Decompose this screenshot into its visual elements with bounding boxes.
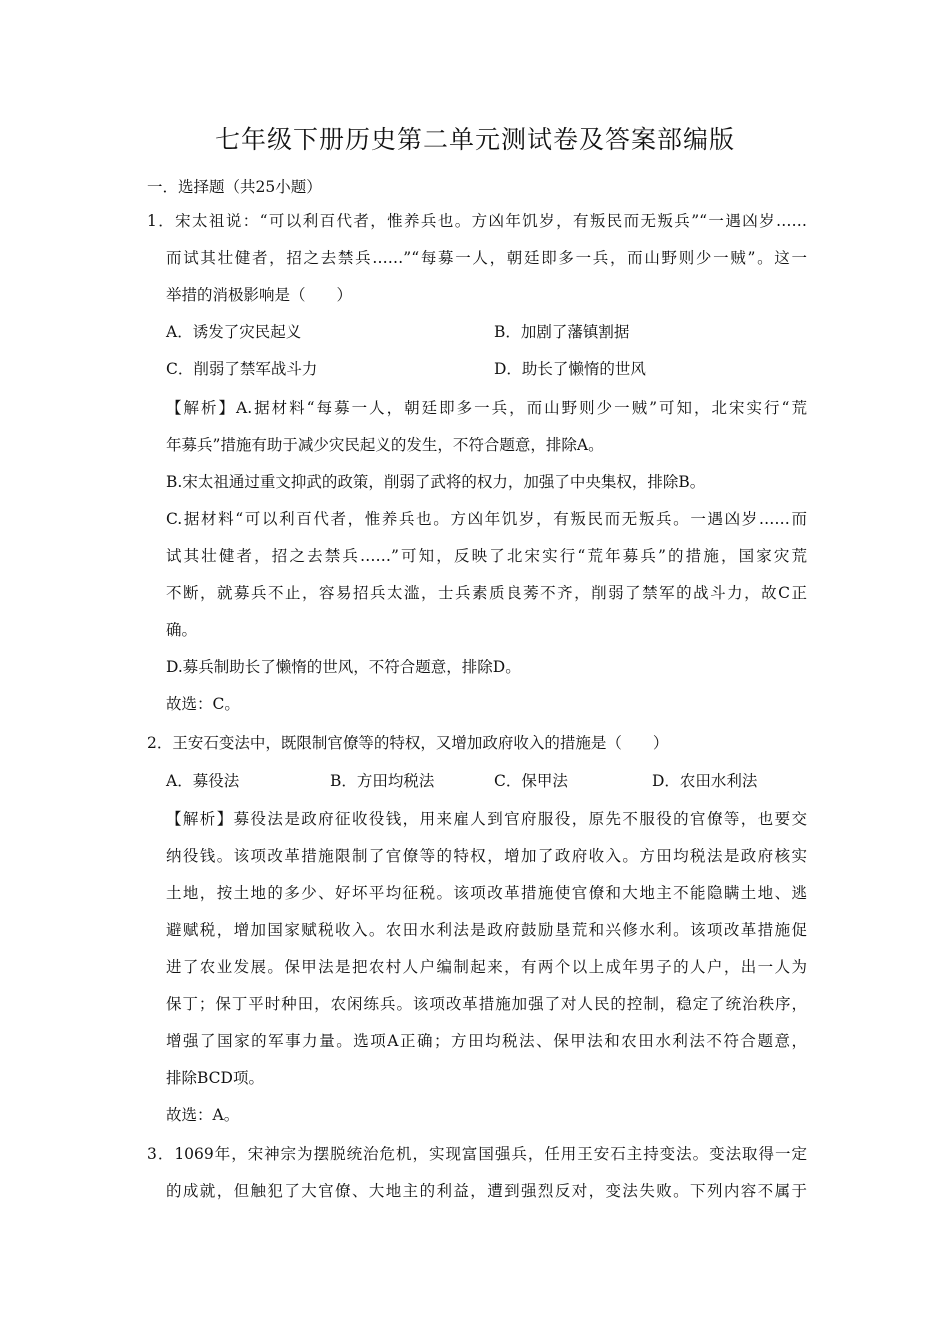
q1-option-c: C．削弱了禁军战斗力	[166, 360, 318, 378]
q1-explanation-line-4: C.据材料“可以利百代者，惟养兵也。方凶年饥岁，有叛民而无叛兵。一遇凶岁……而	[166, 510, 807, 528]
q2-explanation-line-8: 排除BCD项。	[166, 1069, 264, 1087]
q1-explanation-line-5: 试其壮健者，招之去禁兵……”可知，反映了北宋实行“荒年募兵”的措施，国家灾荒	[166, 547, 807, 565]
q2-explanation-line-1: 【解析】募役法是政府征收役钱，用来雇人到官府服役，原先不服役的官僚等，也要交	[166, 810, 807, 828]
q1-option-a: A．诱发了灾民起义	[166, 323, 302, 341]
q2-explanation-line-2: 纳役钱。该项改革措施限制了官僚等的特权，增加了政府收入。方田均税法是政府核实	[166, 847, 807, 865]
q1-explanation-line-6: 不断，就募兵不止，容易招兵太滥，士兵素质良莠不齐，削弱了禁军的战斗力，故C正	[166, 584, 807, 602]
q2-explanation-line-7: 增强了国家的军事力量。选项A正确；方田均税法、保甲法和农田水利法不符合题意，	[166, 1032, 807, 1050]
q3-stem-line-2: 的成就，但触犯了大官僚、大地主的利益，遭到强烈反对，变法失败。下列内容不属于	[166, 1182, 807, 1200]
q1-explanation-line-3: B.宋太祖通过重文抑武的政策，削弱了武将的权力，加强了中央集权，排除B。	[166, 473, 706, 491]
q1-explanation-line-7: 确。	[166, 621, 198, 639]
q1-option-b: B．加剧了藩镇割据	[494, 323, 630, 341]
q2-explanation-line-6: 保丁；保丁平时种田，农闲练兵。该项改革措施加强了对人民的控制，稳定了统治秩序，	[166, 995, 807, 1013]
q2-explanation-line-4: 避赋税，增加国家赋税收入。农田水利法是政府鼓励垦荒和兴修水利。该项改革措施促	[166, 921, 807, 939]
q1-explanation-line-8: D.募兵制助长了懒惰的世风，不符合题意，排除D。	[166, 658, 521, 676]
q1-answer: 故选：C。	[166, 695, 240, 713]
q2-option-a: A．募役法	[166, 772, 240, 790]
section-heading: 一．选择题（共25小题）	[147, 178, 322, 196]
q2-explanation-line-5: 进了农业发展。保甲法是把农村人户编制起来，有两个以上成年男子的人户，出一人为	[166, 958, 807, 976]
q1-stem-line-1: 1．宋太祖说：“可以利百代者，惟养兵也。方凶年饥岁，有叛民而无叛兵”“一遇凶岁……	[147, 212, 807, 230]
q2-option-d: D．农田水利法	[652, 772, 758, 790]
q2-stem-line-1: 2．王安石变法中，既限制官僚等的特权，又增加政府收入的措施是（ ）	[147, 734, 669, 752]
q2-option-c: C．保甲法	[494, 772, 568, 790]
q1-explanation-line-2: 年募兵”措施有助于减少灾民起义的发生，不符合题意，排除A。	[166, 436, 604, 454]
q1-stem-line-3: 举措的消极影响是（ ）	[166, 286, 353, 304]
q3-stem-line-1: 3．1069年，宋神宗为摆脱统治危机，实现富国强兵，任用王安石主持变法。变法取得一定	[147, 1145, 807, 1163]
q1-option-d: D．助长了懒惰的世风	[494, 360, 646, 378]
q1-stem-line-2: 而试其壮健者，招之去禁兵……”“每募一人，朝廷即多一兵，而山野则少一贼”。这一	[166, 249, 807, 267]
q2-answer: 故选：A。	[166, 1106, 240, 1124]
q2-option-b: B．方田均税法	[330, 772, 435, 790]
document-title: 七年级下册历史第二单元测试卷及答案部编版	[214, 125, 735, 154]
q2-explanation-line-3: 土地，按土地的多少、好坏平均征税。该项改革措施使官僚和大地主不能隐瞒土地、逃	[166, 884, 807, 902]
q1-explanation-line-1: 【解析】A.据材料“每募一人，朝廷即多一兵，而山野则少一贼”可知，北宋实行“荒	[166, 399, 807, 417]
